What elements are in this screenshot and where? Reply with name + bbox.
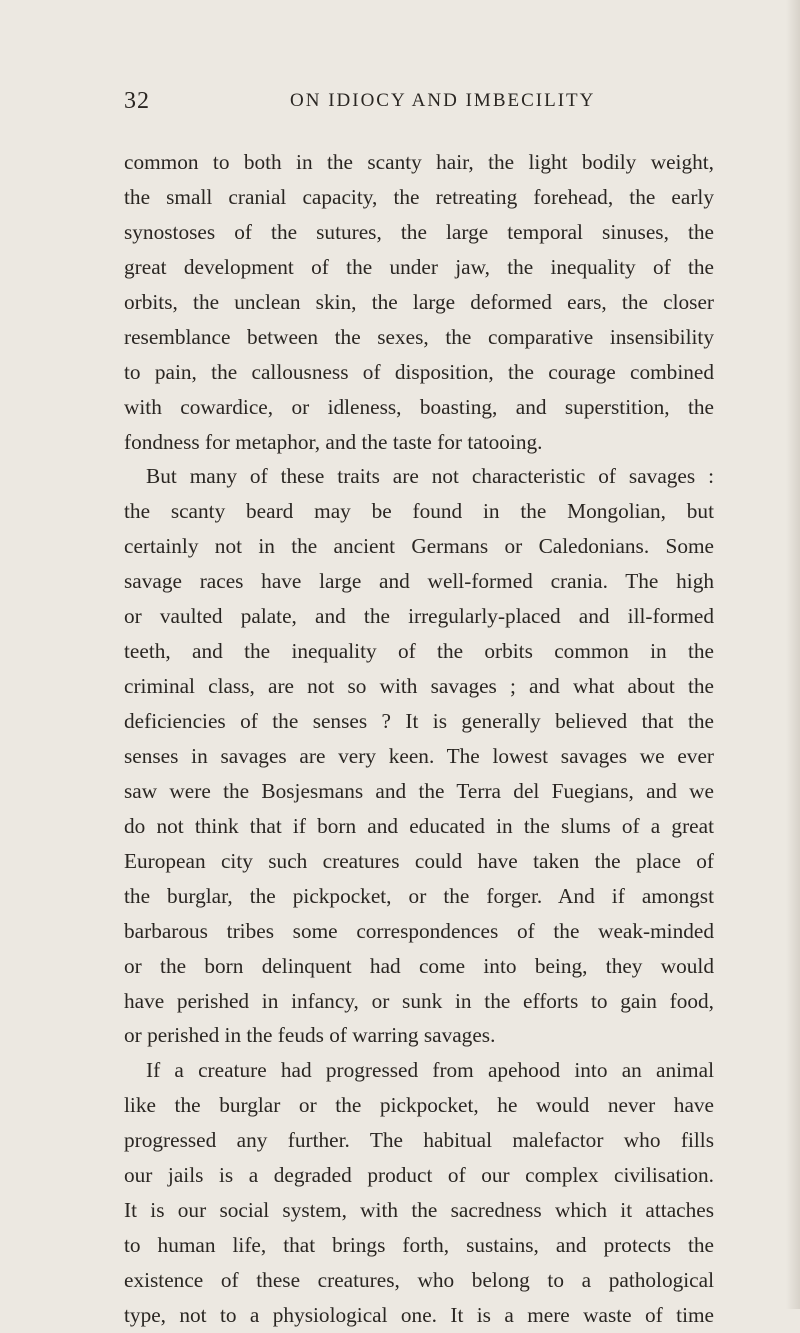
text-line: existence of these creatures, who belong to a pathological: [124, 1268, 714, 1292]
text-line: to pain, the callousness of disposition, the courage combined: [124, 359, 714, 384]
running-head: [124, 88, 714, 120]
body-text: [124, 145, 714, 1333]
text-line-paragraph-end: or perished in the feuds of warring savages.: [124, 1023, 496, 1048]
text-line: progressed any further. The habitual malefactor who fills: [124, 1128, 714, 1153]
text-line: or vaulted palate, and the irregularly-placed and ill-formed: [124, 604, 714, 629]
text-line-paragraph-start: If a creature had progressed from apehood into an animal: [146, 1058, 714, 1083]
text-line: criminal class, are not so with savages ; and what about the: [124, 674, 714, 699]
text-line: to human life, that brings forth, sustains, and protects the: [124, 1233, 714, 1258]
running-title: ON IDIOCY AND IMBECILITY: [290, 90, 596, 111]
text-line: barbarous tribes some correspondences of the weak-minded: [124, 918, 714, 943]
text-line-paragraph-start: But many of these traits are not characteristic of savages :: [146, 464, 714, 489]
text-line: deficiencies of the senses ? It is generally believed that the: [124, 709, 714, 733]
text-line: synostoses of the sutures, the large temporal sinuses, the: [124, 219, 714, 244]
text-line: have perished in infancy, or sunk in the efforts to gain food,: [124, 988, 714, 1013]
text-line: savage races have large and well-formed crania. The high: [124, 569, 714, 594]
text-line: resemblance between the sexes, the comparative insensibility: [124, 324, 714, 349]
text-line: great development of the under jaw, the inequality of the: [124, 254, 714, 279]
text-line: European city such creatures could have taken the place of: [124, 848, 714, 873]
text-line: our jails is a degraded product of our complex civilisation.: [124, 1163, 714, 1188]
text-line: saw were the Bosjesmans and the Terra del Fuegians, and we: [124, 778, 714, 803]
text-line: do not think that if born and educated in the slums of a great: [124, 813, 714, 838]
page-edge-shadow: [786, 0, 800, 1309]
text-line: the small cranial capacity, the retreating forehead, the early: [124, 184, 714, 209]
text-line: teeth, and the inequality of the orbits common in the: [124, 639, 714, 664]
text-line: or the born delinquent had come into being, they would: [124, 953, 714, 978]
text-line: type, not to a physiological one. It is a mere waste of time: [124, 1302, 714, 1327]
text-line-paragraph-end: fondness for metaphor, and the taste for tatooing.: [124, 429, 543, 454]
text-line: like the burglar or the pickpocket, he would never have: [124, 1093, 714, 1118]
page-number: 32: [124, 88, 150, 114]
text-line: certainly not in the ancient Germans or Caledonians. Some: [124, 534, 714, 559]
text-line: It is our social system, with the sacredness which it attaches: [124, 1198, 714, 1223]
text-line: common to both in the scanty hair, the light bodily weight,: [124, 150, 714, 174]
text-line: senses in savages are very keen. The lowest savages we ever: [124, 743, 714, 768]
text-line: the burglar, the pickpocket, or the forger. And if amongst: [124, 883, 714, 908]
text-line: the scanty beard may be found in the Mongolian, but: [124, 499, 714, 524]
text-line: with cowardice, or idleness, boasting, and superstition, the: [124, 394, 714, 419]
text-line: orbits, the unclean skin, the large deformed ears, the closer: [124, 289, 714, 314]
